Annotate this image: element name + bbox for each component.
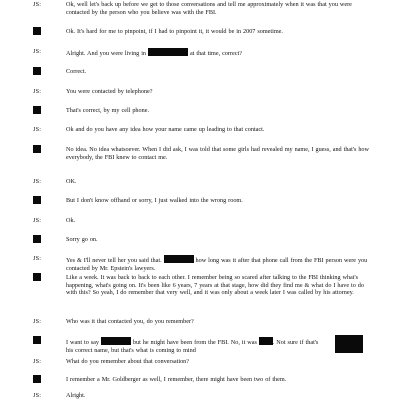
turn-text: But I don't know offhand or sorry, I just walked into the wrong room. bbox=[66, 197, 243, 204]
speaker-label: JS: bbox=[33, 358, 42, 365]
turn-text: Correct. bbox=[66, 68, 87, 75]
turn-text: OK. bbox=[66, 178, 77, 185]
speaker-label: JS: bbox=[33, 318, 42, 325]
turn-text: Ok, well let's back up before we get to those conversations and tell me approximately when it was that you were contacted by the person who you believe was with the FBI. bbox=[66, 1, 352, 16]
turn-text: That's correct, by my cell phone. bbox=[66, 107, 150, 114]
speaker-label: JS: bbox=[33, 126, 42, 133]
speaker-label: JS: bbox=[33, 255, 42, 262]
turn-text: Yes & I'll never tell her you said that. how long was it after that phone call from the FBI person were you contacted by Mr. Epstein's lawyers. bbox=[66, 257, 368, 272]
turn-text: Alright. And you were living in at that time, correct? bbox=[66, 50, 242, 57]
turn-text: I remember a Mr. Goldberger as well, I remember, there might have been two of them. bbox=[66, 376, 287, 383]
turn-text: You were contacted by telephone? bbox=[66, 88, 153, 95]
redaction-block bbox=[335, 335, 363, 353]
turn-text: Like a week. It was back to back to each other. I remember being so scared after talking to the FBI thinking what's happening, what's going on. It's been like 6 years, 7 years at that stage, how did they find me & what do I have to do with this? So yeah, I do remember that very well, and it was only about a week later I was called by his attorney. bbox=[66, 274, 364, 297]
redaction-block bbox=[259, 337, 273, 345]
speaker-label: JS: bbox=[33, 88, 42, 95]
speaker-redaction bbox=[33, 197, 63, 205]
speaker-redaction bbox=[33, 107, 63, 115]
turn-text: Ok. bbox=[66, 217, 76, 224]
speaker-label: JS: bbox=[33, 392, 42, 399]
speaker-redaction bbox=[33, 146, 63, 154]
turn-text: No idea. No idea whatsoever. When I did ask, I was told that some girls had revealed my name, I guess, and that's how everybody, the FBI knew to contact me. bbox=[66, 146, 369, 161]
speaker-label: JS: bbox=[33, 48, 42, 55]
speaker-redaction bbox=[33, 68, 63, 76]
redaction-block bbox=[148, 48, 188, 56]
speaker-label: JS: bbox=[33, 217, 42, 224]
speaker-redaction bbox=[33, 337, 63, 345]
speaker-redaction bbox=[33, 274, 63, 282]
turn-text: Ok and do you have any idea how your name came up leading to that contact. bbox=[66, 126, 265, 133]
turn-text: I want to say but he might have been from the FBI. No, it was . Not sure if that's his correct name, but that's what is coming to mind bbox=[66, 339, 319, 354]
speaker-redaction bbox=[33, 236, 63, 244]
speaker-label: JS: bbox=[33, 1, 42, 8]
speaker-label: JS: bbox=[33, 178, 42, 185]
speaker-redaction bbox=[33, 28, 63, 36]
turn-text: Sorry go on. bbox=[66, 236, 98, 243]
turn-text: Ok. It's hard for me to pinpoint, if I had to pinpoint it, it would be in 2007 sometime. bbox=[66, 28, 283, 35]
speaker-redaction bbox=[33, 376, 63, 384]
redaction-block bbox=[101, 337, 131, 345]
turn-text: What do you remember about that conversation? bbox=[66, 358, 190, 365]
redaction-block bbox=[164, 255, 194, 263]
turn-text: Who was it that contacted you, do you remember? bbox=[66, 318, 194, 325]
turn-text: Alright. bbox=[66, 392, 86, 399]
